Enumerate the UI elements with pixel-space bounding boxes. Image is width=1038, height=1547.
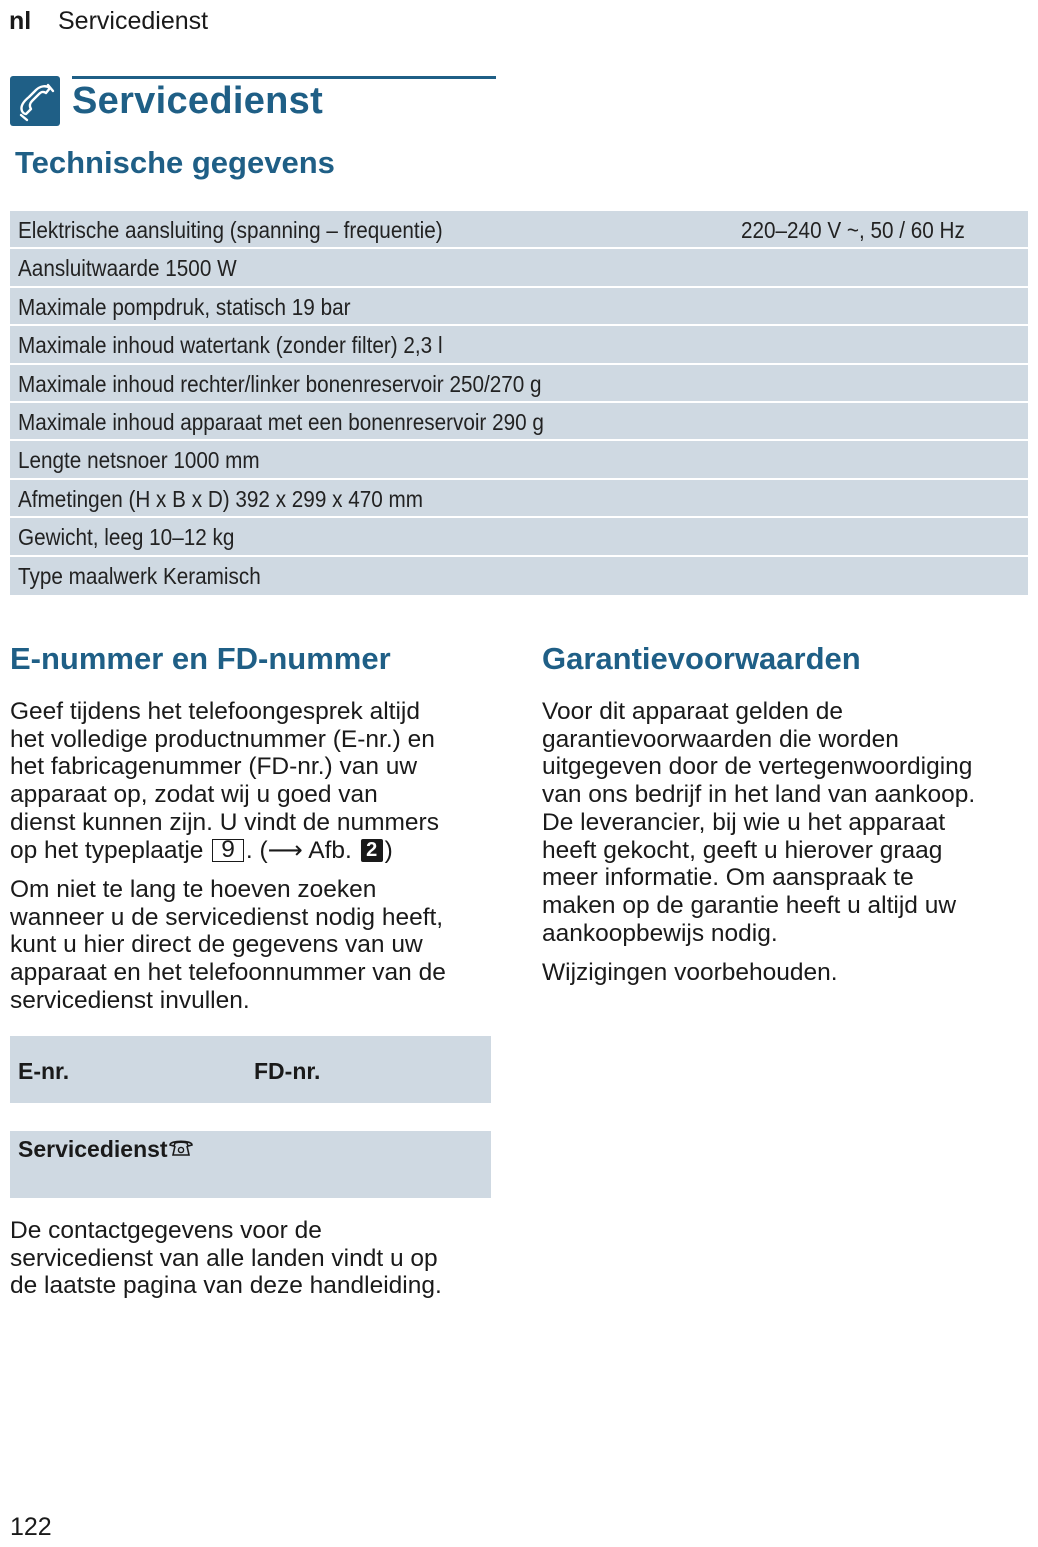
enummer-paragraph-2: [10, 876, 446, 1015]
spec-label: Gewicht, leeg 10–12 kg: [18, 524, 235, 551]
table-row: [10, 326, 1028, 364]
enummer-paragraph-1: [10, 698, 439, 864]
enr-fdnr-field[interactable]: [10, 1036, 491, 1103]
text-line: meer informatie. Om aanspraak te: [542, 864, 914, 892]
text-line: wanneer u de servicedienst nodig heeft,: [10, 903, 444, 931]
table-row: [10, 365, 1028, 403]
spec-value: 220–240 V ~, 50 / 60 Hz: [741, 217, 965, 243]
spec-label: Type maalwerk Keramisch: [18, 562, 261, 589]
text-line: Om niet te lang te hoeven zoeken: [10, 876, 377, 903]
text-fragment: op het typeplaatje: [10, 836, 204, 864]
text-line: apparaat op, zodat wij u goed van: [10, 781, 378, 809]
figure-number-badge: 2: [361, 839, 383, 862]
table-row: [10, 403, 1028, 441]
text-line: de laatste pagina van deze handleiding.: [10, 1272, 442, 1300]
language-code: nl: [9, 7, 32, 35]
text-line: De contactgegevens voor de: [10, 1217, 322, 1244]
text-line: apparaat en het telefoonnummer van de: [10, 959, 446, 987]
text-line: aankoopbewijs nodig.: [542, 919, 778, 947]
spec-label: Elektrische aansluiting (spanning – frequentie): [18, 217, 443, 243]
text-line: servicedienst van alle landen vindt u op: [10, 1244, 438, 1272]
telephone-icon: [167, 1137, 195, 1164]
spec-label: Aansluitwaarde 1500 W: [18, 255, 237, 282]
servicedienst-field[interactable]: [10, 1131, 491, 1198]
text-line: heeft gekocht, geeft u hierover graag: [542, 836, 943, 864]
spec-label: Maximale inhoud watertank (zonder filter) 2,3 l: [18, 332, 443, 359]
text-line: servicedienst invullen.: [10, 986, 250, 1014]
garantie-heading: Garantievoorwaarden: [542, 641, 861, 676]
rating-plate-ref-box: 9: [212, 839, 244, 862]
text-line: het fabricagenummer (FD-nr.) van uw: [10, 753, 418, 781]
spec-label: Maximale pompdruk, statisch 19 bar: [18, 293, 351, 320]
text-line: garantievoorwaarden die worden: [542, 725, 899, 753]
text-line: kunt u hier direct de gegevens van uw: [10, 931, 423, 959]
enr-label: E-nr.: [18, 1058, 70, 1084]
text-line: Voor dit apparaat gelden de: [542, 698, 844, 725]
contact-info-paragraph: [10, 1217, 442, 1300]
table-row: [10, 441, 1028, 479]
spec-label: Maximale inhoud rechter/linker bonenreservoir 250/270 g: [18, 370, 542, 397]
text-line: [10, 837, 439, 865]
table-row: [10, 557, 1028, 595]
spec-label: Lengte netsnoer 1000 mm: [18, 447, 260, 474]
running-header-section: Servicedienst: [58, 7, 209, 35]
table-row: [10, 249, 1028, 287]
text-line: maken op de garantie heeft u altijd uw: [542, 891, 957, 919]
section-title-technical-data: Technische gegevens: [15, 145, 335, 180]
chapter-title-rule: [72, 76, 496, 79]
servicedienst-label: Servicedienst: [18, 1136, 168, 1162]
garantie-paragraph-2: Wijzigingen voorbehouden.: [542, 959, 838, 986]
page-number: 122: [10, 1513, 52, 1541]
chapter-title: Servicedienst: [72, 80, 324, 122]
text-line: De leverancier, bij wie u het apparaat: [542, 808, 946, 836]
text-line: het volledige productnummer (E-nr.) en: [10, 725, 435, 753]
text-fragment: ): [384, 836, 393, 864]
text-line: dienst kunnen zijn. U vindt de nummers: [10, 808, 439, 836]
table-row: [10, 518, 1028, 556]
spec-label: Afmetingen (H x B x D) 392 x 299 x 470 mm: [18, 485, 423, 512]
text-line: uitgegeven door de vertegenwoordiging: [542, 753, 973, 781]
table-row: [10, 288, 1028, 326]
technical-data-table: [10, 211, 1028, 595]
garantie-paragraph-1: [542, 698, 975, 947]
text-line: Geef tijdens het telefoongesprek altijd: [10, 698, 420, 725]
table-row: [10, 211, 1028, 249]
enummer-heading: E-nummer en FD-nummer: [10, 641, 391, 676]
text-fragment: . (⟶ Afb.: [245, 836, 352, 864]
spec-label: Maximale inhoud apparaat met een bonenreservoir 290 g: [18, 408, 544, 435]
table-row: [10, 480, 1028, 518]
fdnr-label: FD-nr.: [254, 1058, 321, 1084]
phone-handset-icon: [10, 76, 60, 126]
text-line: van ons bedrijf in het land van aankoop.: [542, 781, 976, 809]
